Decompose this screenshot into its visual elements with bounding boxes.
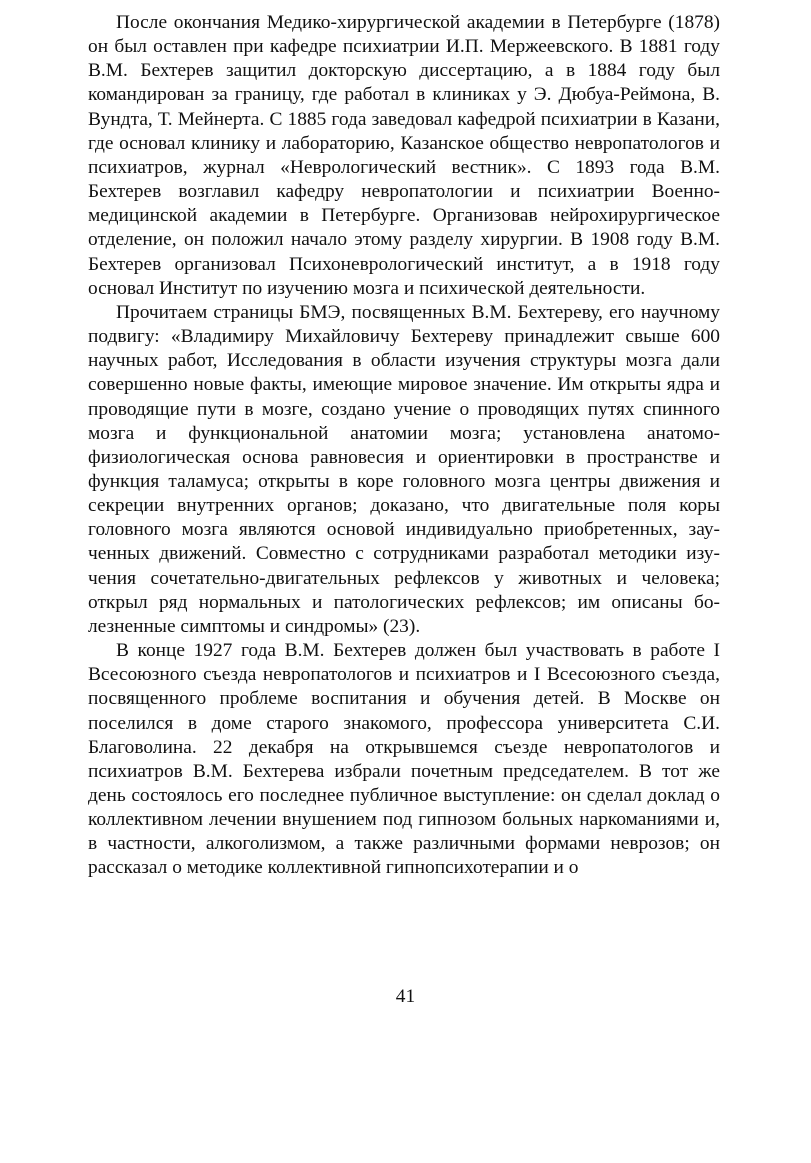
paragraph-2: Прочитаем страницы БМЭ, посвященных В.М. Бехтереву, его научному подвигу: «Владимиру Михайловичу Бехтереву принадлежит свыше 600 научных работ, Исследования в области изучения структуры мозга дали совершенно новые факты, имеющие мировое значение. Им открыты ядра и проводящие пути в мозге, создано учение о проводящих путях спинного мозга и функциональной анатомии мозга; установлена анатомо-физиологическая основа равновесия и ориентировки в пространстве и функция таламуса; открыты в коре головного мозга центры движения и секреции внутренних органов; доказано, что двигательные поля коры головного мозга являются основой индивидуально приобретенных, заученных движений. Совместно с сотрудниками разработал методики изучения сочетательно-двигательных рефлексов у животных и человека; открыл ряд нормальных и патологических рефлексов; им описаны болезненные симптомы и синдромы» (23). [88, 301, 720, 637]
page-number: 41 [395, 986, 416, 1007]
paragraph-3: В конце 1927 года В.М. Бехтерев должен был участвовать в работе I Всесоюзного съезда невропатологов и психиатров и I Всесоюзного съезда, посвященного проблеме воспитания и обучения детей. В Москве он поселился в доме старого знакомого, профессора университета С.И. Благоволина. 22 декабря на открывшемся съезде невропатологов и психиатров В.М. Бехтерева избрали почетным председателем. В тот же день состоялось его последнее публичное выступление: он сделал доклад о коллективном лечении внушением под гипнозом больных наркоманиями и, в частности, алкоголизмом, а также различными формами неврозов; он рассказал о методике коллективной гипнопсихотерапии и о [88, 640, 720, 879]
page-body [88, 11, 720, 881]
paragraph-1: После окончания Медико-хирургической академии в Петербурге (1878) он был оставлен при кафедре психиатрии И.П. Мержеевского. В 1881 году В.М. Бехтерев защитил докторскую диссертацию, а в 1884 году был командирован за границу, где работал в клиниках у Э. Дюбуа-Реймона, В. Вундта, Т. Мейнерта. С 1885 года заведовал кафедрой психиатрии в Казани, где основал клинику и лабораторию, Казанское общество невропатологов и психиатров, журнал «Неврологический вестник». С 1893 года В.М. Бехтерев возглавил кафедру невропатологии и психиатрии Военно-медицинской академии в Петербурге. Организовав нейрохирургическое отделение, он положил начало этому разделу хирургии. В 1908 году В.М. Бехтерев организовал Психоневрологический институт, а в 1918 году основал Институт по изучению мозга и психической деятельности. [88, 12, 720, 299]
